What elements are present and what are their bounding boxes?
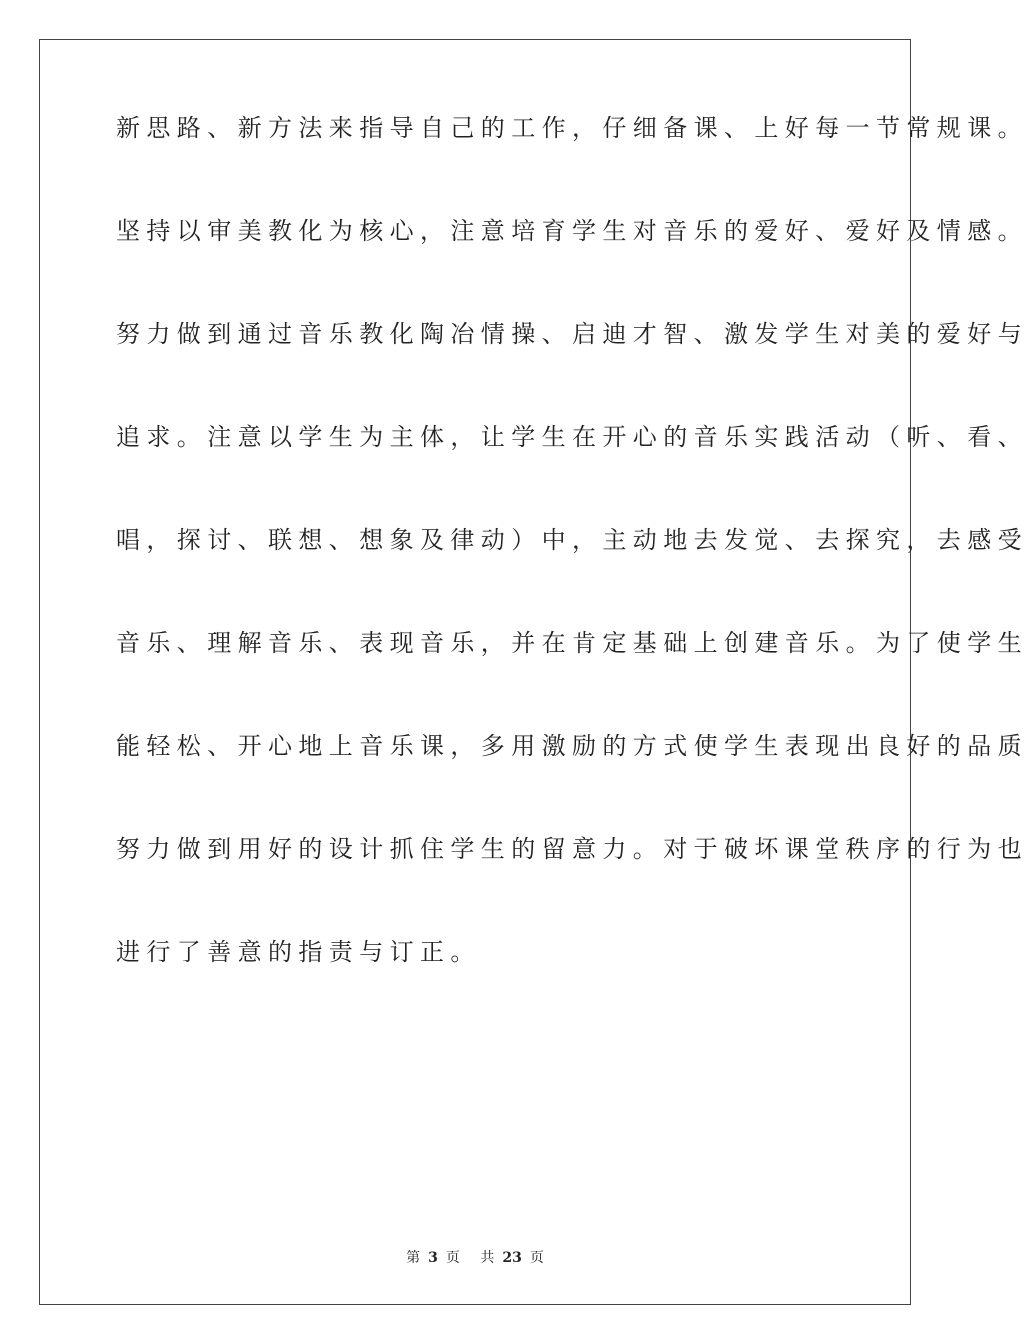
total-pages: 23 — [502, 1250, 522, 1266]
body-line: 追求。注意以学生为主体，让学生在开心的音乐实践活动（听、看、 — [116, 423, 1028, 451]
body-line: 坚持以审美教化为核心，注意培育学生对音乐的爱好、爱好及情感。 — [116, 217, 1028, 245]
total-pages-indicator — [476, 1250, 547, 1266]
page-footer — [0, 1247, 950, 1267]
total-suffix: 页 — [529, 1250, 544, 1266]
body-line: 努力做到用好的设计抓住学生的留意力。对于破坏课堂秩序的行为也 — [116, 835, 1028, 863]
body-line: 音乐、理解音乐、表现音乐，并在肯定基础上创建音乐。为了使学生 — [116, 629, 1028, 657]
page-number: 3 — [428, 1250, 438, 1266]
body-line: 进行了善意的指责与订正。 — [116, 938, 481, 966]
body-line: 新思路、新方法来指导自己的工作，仔细备课、上好每一节常规课。 — [116, 114, 1028, 142]
document-body — [116, 114, 1028, 1055]
page-suffix: 页 — [445, 1250, 460, 1266]
body-line: 唱，探讨、联想、想象及律动）中，主动地去发觉、去探究，去感受 — [116, 526, 1028, 554]
page-indicator — [402, 1250, 464, 1266]
body-line: 能轻松、开心地上音乐课，多用激励的方式使学生表现出良好的品质 — [116, 732, 1028, 760]
total-prefix: 共 — [480, 1250, 495, 1266]
body-line: 努力做到通过音乐教化陶冶情操、启迪才智、激发学生对美的爱好与 — [116, 320, 1028, 348]
page-prefix: 第 — [406, 1250, 421, 1266]
